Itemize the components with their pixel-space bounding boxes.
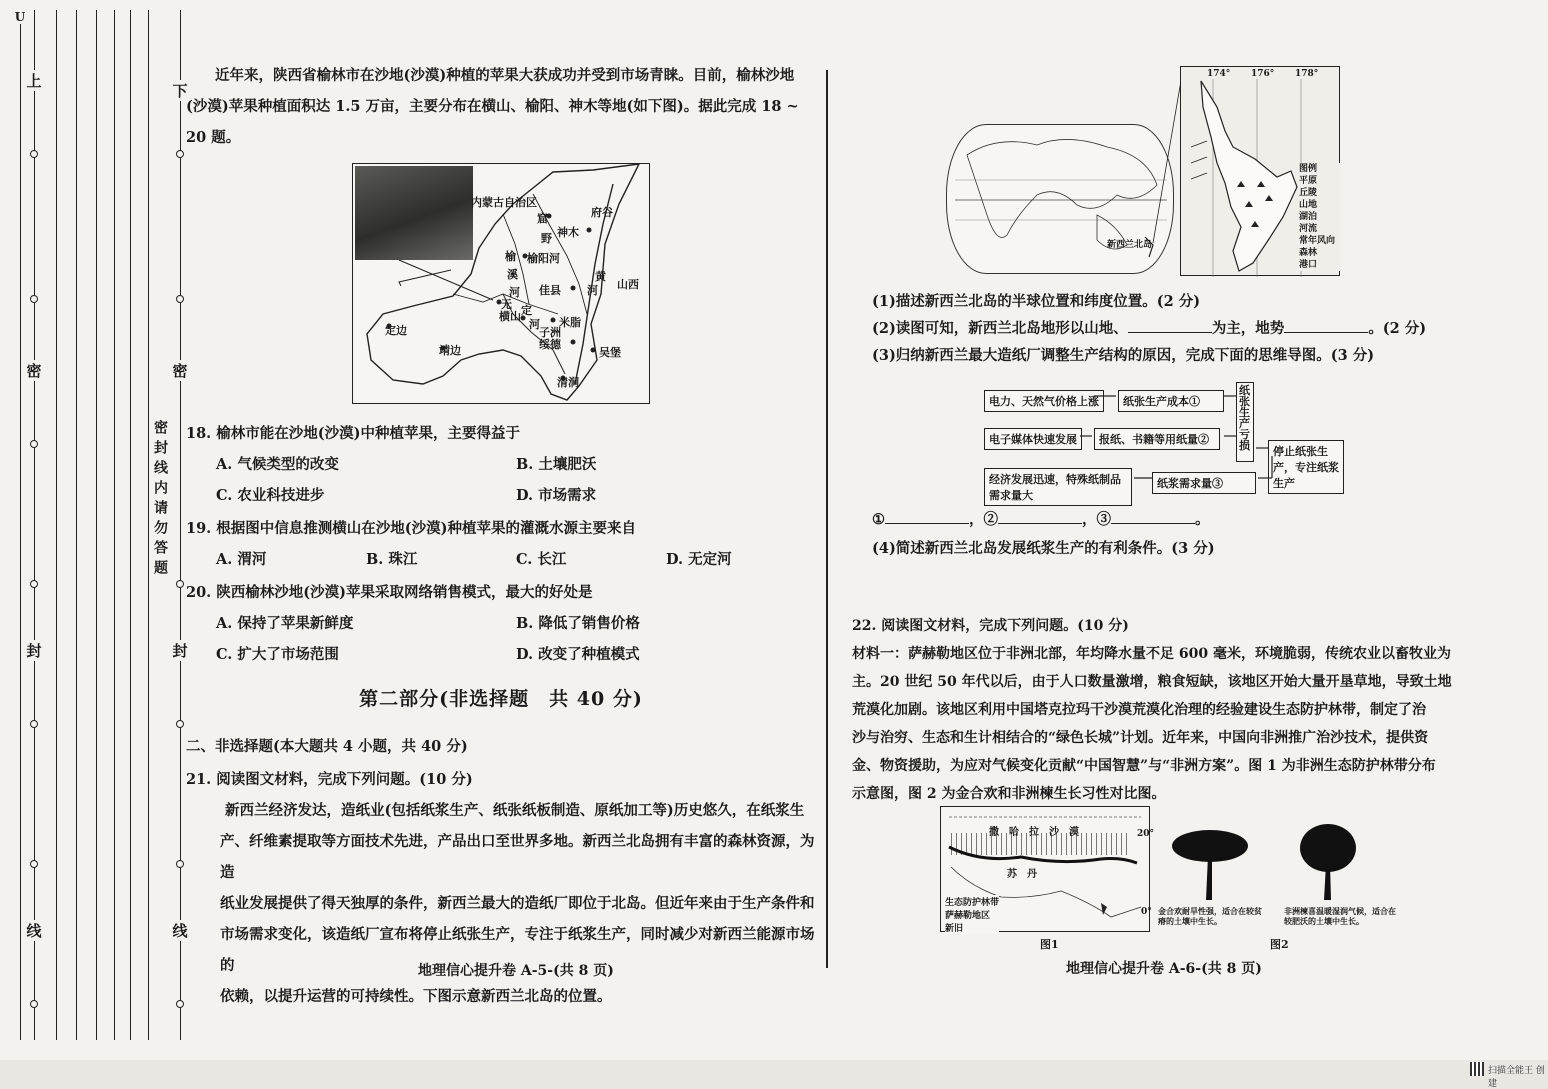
q21-material: 依赖，以提升运营的可持续性。下图示意新西兰北岛的位置。 bbox=[220, 988, 612, 1005]
map-label: 榆阳 bbox=[527, 252, 549, 265]
mind-node: 经济发展迅速，特殊纸制品需求量大 bbox=[984, 468, 1132, 506]
binding-hole bbox=[176, 295, 184, 303]
answer-blank[interactable] bbox=[1284, 332, 1368, 333]
binding-line bbox=[76, 10, 77, 1040]
option[interactable]: C. 长江 bbox=[516, 551, 567, 568]
figure-caption: 图2 bbox=[1270, 938, 1289, 951]
map-label: 榆 bbox=[505, 250, 516, 263]
binding-char-feng: 封 bbox=[24, 640, 44, 661]
map-label: 河 bbox=[529, 318, 540, 331]
binding-hole bbox=[176, 720, 184, 728]
q21-material: 产、纤维素提取等方面技术先进，产品出口至世界多地。新西兰北岛拥有丰富的森林资源，为造 bbox=[220, 833, 815, 881]
q22-material: 金、物资援助，为应对气候变化贡献“中国智慧”与“非洲方案”。图 1 为非洲生态防护林带分布 bbox=[852, 758, 1436, 774]
north-island-map bbox=[1180, 66, 1340, 276]
legend-item: 港口 bbox=[1299, 260, 1318, 270]
scanner-watermark: 扫描全能王 创建 bbox=[1488, 1066, 1545, 1089]
left-page bbox=[186, 60, 816, 153]
left-questions bbox=[186, 416, 816, 1012]
binding-line bbox=[96, 10, 97, 1040]
map-label: 河 bbox=[549, 252, 560, 265]
legend-item: 平原 bbox=[1299, 176, 1318, 186]
map-label: 河 bbox=[509, 286, 520, 299]
question-21-4: (4)简述新西兰北岛发展纸浆生产的有利条件。(3 分) bbox=[872, 540, 1215, 557]
map-label: 府谷 bbox=[591, 206, 613, 219]
map-label: 吴堡 bbox=[599, 346, 621, 359]
question-21-2: (2)读图可知，新西兰北岛地形以山地、 为主，地势 。(2 分) bbox=[872, 320, 1427, 337]
option[interactable]: A. 保持了苹果新鲜度 bbox=[216, 615, 354, 632]
map-label: 子洲 bbox=[539, 326, 561, 339]
legend-title: 图例 bbox=[1299, 164, 1318, 174]
q21-material: 纸业发展提供了得天独厚的条件，新西兰最大的造纸厂即位于北岛。但近年来由于生产条件和 bbox=[220, 895, 815, 912]
binding-hole bbox=[176, 580, 184, 588]
option[interactable]: C. 扩大了市场范围 bbox=[216, 646, 339, 663]
world-map-drawing bbox=[947, 125, 1175, 275]
option[interactable]: B. 降低了销售价格 bbox=[516, 615, 640, 632]
mind-node: 电力、天然气价格上涨 bbox=[984, 390, 1104, 412]
fig1-label: 20° bbox=[1137, 829, 1155, 839]
q20-options bbox=[186, 608, 816, 639]
legend-item: 生态防护林带 bbox=[945, 898, 1000, 908]
fig1-legend bbox=[945, 895, 999, 934]
map-label: 无 bbox=[501, 298, 512, 311]
option[interactable]: C. 农业科技进步 bbox=[216, 487, 325, 504]
fig1-label: 0° bbox=[1141, 907, 1152, 917]
figure-2-drawing bbox=[1158, 820, 1398, 904]
binding-hole bbox=[176, 1000, 184, 1008]
legend-item: 丘陵 bbox=[1299, 188, 1318, 198]
binding-letter: U bbox=[10, 10, 30, 24]
binding-char-top: 上 bbox=[24, 70, 44, 91]
lon-label: 178° bbox=[1295, 69, 1319, 79]
q22-material: 沙与治穷、生态和生计相结合的“绿色长城”计划。近年来，中国向非洲推广治沙技术，提供资 bbox=[852, 730, 1429, 746]
answer-blank[interactable] bbox=[885, 523, 969, 524]
q21-material: 新西兰经济发达，造纸业(包括纸浆生产、纸张纸板制造、原纸加工等)历史悠久，在纸浆生 bbox=[225, 802, 805, 819]
binding-char-xian: 线 bbox=[24, 920, 44, 941]
q22-material: 主。20 世纪 50 年代以后，由于人口数量激增，粮食短缺，该地区开始大量开垦草地，导致土地 bbox=[852, 674, 1452, 690]
binding-hole bbox=[30, 295, 38, 303]
map-label: 山西 bbox=[617, 278, 639, 291]
question-21: 21. 阅读图文材料，完成下列问题。(10 分) bbox=[186, 771, 473, 788]
map-label: 河 bbox=[587, 284, 598, 297]
page-footer: 地理信心提升卷 A-6-(共 8 页) bbox=[1066, 961, 1262, 977]
answer-blank[interactable] bbox=[1128, 332, 1212, 333]
binding-note: 密封线内请勿答题 bbox=[152, 420, 168, 580]
binding-hole bbox=[30, 440, 38, 448]
binding-hole bbox=[30, 1000, 38, 1008]
binding-hole bbox=[30, 150, 38, 158]
question-22 bbox=[852, 612, 1464, 808]
binding-hole bbox=[176, 860, 184, 868]
legend-item: 河流 bbox=[1299, 224, 1318, 234]
q18-options bbox=[186, 480, 816, 511]
binding-line bbox=[130, 10, 131, 1040]
binding-hole bbox=[176, 150, 184, 158]
lon-label: 174° bbox=[1207, 69, 1231, 79]
map-label: 内蒙古自治区 bbox=[471, 196, 537, 209]
fig1-label: 苏 丹 bbox=[1007, 869, 1037, 880]
map-label: 窟 bbox=[537, 212, 548, 225]
mind-node: 停止纸张生产，专注纸浆生产 bbox=[1268, 440, 1344, 494]
question-21-3: (3)归纳新西兰最大造纸厂调整生产结构的原因，完成下面的思维导图。(3 分) bbox=[872, 347, 1375, 364]
legend-item: 新旧 bbox=[945, 924, 964, 934]
intro-text: 20 题。 bbox=[186, 129, 241, 146]
option[interactable]: A. 渭河 bbox=[216, 551, 267, 568]
map-legend bbox=[1299, 163, 1341, 271]
world-map bbox=[946, 124, 1174, 274]
option[interactable]: B. 土壤肥沃 bbox=[516, 456, 597, 473]
q22-material: 荒漠化加剧。该地区利用中国塔克拉玛干沙漠荒漠化治理的经验建设生态防护林带，制定了治 bbox=[852, 702, 1426, 718]
binding-char-mi: 密 bbox=[24, 360, 44, 381]
lon-label: 176° bbox=[1251, 69, 1275, 79]
question-19: 19. 根据图中信息推测横山在沙地(沙漠)种植苹果的灌溉水源主要来自 bbox=[186, 520, 636, 537]
tree-caption: 金合欢耐旱性强，适合在较贫瘠的土壤中生长。 bbox=[1158, 906, 1262, 926]
intro-text: (沙漠)苹果种植面积达 1.5 万亩，主要分布在横山、榆阳、神木等地(如下图)。据此完成 18 ~ bbox=[186, 98, 799, 115]
mind-arrows bbox=[1080, 396, 1350, 486]
answer-blank[interactable] bbox=[1111, 523, 1195, 524]
mind-node: 报纸、书籍等用纸量② bbox=[1094, 428, 1220, 450]
right-questions bbox=[872, 288, 1472, 369]
map-label: 溪 bbox=[507, 268, 518, 281]
legend-item: 森林 bbox=[1299, 248, 1318, 258]
mind-node: 电子媒体快速发展 bbox=[984, 428, 1082, 450]
binding-line bbox=[20, 10, 21, 1040]
q20-options bbox=[186, 639, 816, 670]
map-label: 米脂 bbox=[559, 316, 581, 329]
option[interactable]: A. 气候类型的改变 bbox=[216, 456, 339, 473]
part2-header: 二、非选择题(本大题共 4 小题，共 40 分) bbox=[186, 738, 468, 755]
legend-item: 常年风向 bbox=[1299, 236, 1336, 246]
binding-line bbox=[56, 10, 57, 1040]
qr-code-icon bbox=[1470, 1062, 1484, 1076]
legend-item: 湖泊 bbox=[1299, 212, 1318, 222]
question-21-1: (1)描述新西兰北岛的半球位置和纬度位置。(2 分) bbox=[872, 293, 1201, 310]
fig1-label: 撒 哈 拉 沙 漠 bbox=[989, 827, 1079, 838]
binding-line bbox=[34, 10, 35, 1040]
map-label: 定 bbox=[521, 304, 532, 317]
binding-hole bbox=[30, 580, 38, 588]
tree-caption: 非洲楝喜温暖湿润气候，适合在较肥沃的土壤中生长。 bbox=[1284, 906, 1396, 926]
question-18: 18. 榆林市能在沙地(沙漠)中种植苹果，主要得益于 bbox=[186, 425, 520, 442]
map-label: 神木 bbox=[557, 226, 579, 239]
q18-options bbox=[186, 449, 816, 480]
option[interactable]: D. 改变了种植模式 bbox=[516, 646, 640, 663]
binding-line bbox=[148, 10, 149, 1040]
binding-char-feng-inner: 封 bbox=[170, 640, 190, 661]
map-label: 靖边 bbox=[439, 344, 461, 357]
binding-margin bbox=[0, 0, 190, 1050]
map-label: 绥德 bbox=[539, 338, 561, 351]
q19-options bbox=[186, 544, 816, 575]
mind-node: 纸浆需求量③ bbox=[1152, 472, 1256, 494]
legend-item: 山地 bbox=[1299, 200, 1318, 210]
yulin-map bbox=[352, 163, 650, 404]
question-22-title: 22. 阅读图文材料，完成下列问题。(10 分) bbox=[852, 618, 1129, 634]
q21-material: 市场需求变化，该造纸厂宣布将停止纸张生产，专注于纸浆生产，同时减少对新西兰能源市场的 bbox=[220, 926, 815, 974]
mind-node: 纸张生产成本① bbox=[1118, 390, 1224, 412]
map-label: 定边 bbox=[385, 324, 407, 337]
map-label: 清涧 bbox=[557, 376, 579, 389]
option[interactable]: D. 市场需求 bbox=[516, 487, 597, 504]
mind-node: 纸张生产亏损 bbox=[1236, 382, 1254, 462]
binding-char-xian-inner: 线 bbox=[170, 920, 190, 941]
page-footer: 地理信心提升卷 A-5-(共 8 页) bbox=[418, 963, 614, 979]
intro-text: 近年来，陕西省榆林市在沙地(沙漠)种植的苹果大获成功并受到市场青睐。目前，榆林沙地 bbox=[215, 67, 795, 84]
option[interactable]: D. 无定河 bbox=[666, 551, 732, 568]
question-20: 20. 陕西榆林沙地(沙漠)苹果采取网络销售模式，最大的好处是 bbox=[186, 584, 593, 601]
binding-hole bbox=[30, 860, 38, 868]
option[interactable]: B. 珠江 bbox=[366, 551, 418, 568]
q22-material: 材料一：萨赫勒地区位于非洲北部，年均降水量不足 600 毫米，环境脆弱，传统农业以畜牧业为 bbox=[852, 646, 1451, 662]
map-label: 黄 bbox=[595, 270, 606, 283]
map-label: 野 bbox=[541, 232, 552, 245]
map-label: 佳县 bbox=[539, 284, 561, 297]
page-divider bbox=[826, 70, 828, 968]
binding-line bbox=[180, 10, 181, 1040]
map-label: 横山 bbox=[499, 310, 521, 323]
right-questions-2 bbox=[872, 506, 1472, 562]
figure-1-africa-map bbox=[940, 806, 1155, 934]
answer-blank[interactable] bbox=[998, 523, 1082, 524]
binding-char-bottom: 下 bbox=[170, 80, 190, 101]
section-title: 第二部分(非选择题 共 40 分) bbox=[359, 688, 643, 710]
world-map-label: 新西兰北岛 bbox=[1107, 240, 1153, 250]
binding-line bbox=[114, 10, 115, 1040]
legend-item: 萨赫勒地区 bbox=[945, 911, 991, 921]
fill-blanks: ① ，② ，③ 。 bbox=[872, 511, 1210, 528]
figure-2-trees bbox=[1158, 820, 1398, 930]
binding-char-mi-inner: 密 bbox=[170, 360, 190, 381]
q22-material: 示意图，图 2 为金合欢和非洲楝生长习性对比图。 bbox=[852, 786, 1166, 802]
binding-hole bbox=[30, 720, 38, 728]
figure-caption: 图1 bbox=[1040, 938, 1059, 951]
